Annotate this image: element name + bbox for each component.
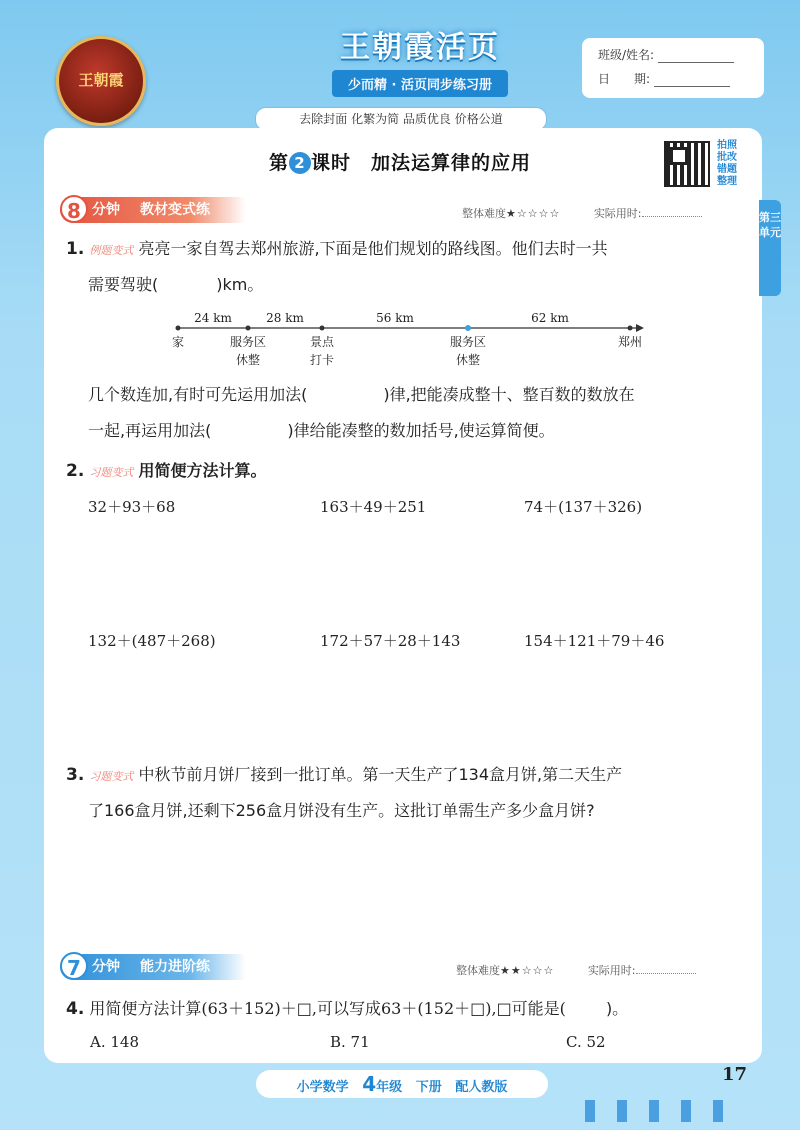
route-distance: 24 km <box>194 311 232 325</box>
time-label: 实际用时: <box>587 964 636 977</box>
expression-item: 154＋121＋79＋46 <box>524 632 665 650</box>
route-node <box>176 326 181 331</box>
question-3-line2: 了166盒月饼,还剩下256盒月饼没有生产。这批订单需生产多少盒月饼? <box>88 801 595 820</box>
tip-text: 几个数连加,有时可先运用加法( <box>88 385 308 404</box>
question-text: 亮亮一家自驾去郑州旅游,下面是他们规划的路线图。他们去时一共 <box>138 239 608 258</box>
question-text: )km。 <box>216 275 264 294</box>
route-diagram <box>170 308 650 378</box>
footer-edition: 配人教版 <box>455 1080 508 1095</box>
question-1-line2 <box>88 268 263 302</box>
qr-corner-icon <box>670 147 688 165</box>
stripe <box>649 1100 659 1122</box>
question-text: )。 <box>605 999 629 1018</box>
decorative-stripes <box>585 1100 745 1126</box>
expression-item: 132＋(487＋268) <box>88 632 216 650</box>
footer-volume: 下册 <box>415 1080 442 1095</box>
lesson-name: 课时 加法运算律的应用 <box>311 152 532 174</box>
date-field[interactable] <box>654 72 730 87</box>
qr-label: 拍照批改错题整理 <box>717 140 737 187</box>
tip-text: 一起,再运用加法( <box>88 421 212 440</box>
lesson-prefix: 第 <box>268 152 289 174</box>
brand-header <box>290 22 550 97</box>
question-number: 4. <box>66 999 85 1019</box>
route-stop-note: 打卡 <box>309 353 335 367</box>
class-name-field[interactable] <box>658 48 734 63</box>
route-stop: 服务区 <box>449 335 487 349</box>
time-label: 实际用时: <box>593 207 642 220</box>
difficulty-meta-1 <box>462 205 702 221</box>
qr-code-icon[interactable] <box>664 141 710 187</box>
date-label: 日 期: <box>598 72 651 86</box>
expression-item: 163＋49＋251 <box>320 498 427 516</box>
question-1-tip-line2 <box>88 414 555 448</box>
footer-grade-label: 年级 <box>376 1080 403 1095</box>
date-row <box>598 70 730 88</box>
route-stop: 郑州 <box>617 335 643 349</box>
unit-side-tab: 第三单元 <box>759 200 781 296</box>
question-number: 3. <box>66 765 85 785</box>
route-stop: 家 <box>171 335 185 349</box>
expression-item: 74＋(137＋326) <box>524 498 643 516</box>
question-tag: 习题变式 <box>89 770 134 783</box>
difficulty-label: 整体难度 <box>462 207 506 220</box>
expression-item: 32＋93＋68 <box>88 498 176 516</box>
route-node <box>246 326 251 331</box>
question-1-tip-line1 <box>88 378 635 412</box>
section-minutes-number: 8 <box>60 195 88 223</box>
slogan: 去除封面 化繁为简 品质优良 价格公道 <box>255 107 547 131</box>
stripe <box>681 1100 691 1122</box>
route-stop: 景点 <box>309 335 335 349</box>
stripe <box>585 1100 595 1122</box>
route-distance: 28 km <box>266 311 304 325</box>
student-info-box <box>582 38 764 98</box>
route-stop-note: 休整 <box>455 353 481 367</box>
option-b[interactable]: B. 71 <box>330 1033 370 1051</box>
question-3 <box>66 758 756 794</box>
section-minutes-label: 分钟 <box>92 959 120 975</box>
option-a[interactable]: A. 148 <box>90 1033 139 1051</box>
section-name: 能力进阶练 <box>140 959 210 975</box>
question-text: 用简便方法计算。 <box>138 461 267 480</box>
lesson-number-badge: 2 <box>289 152 311 174</box>
route-distance: 62 km <box>531 311 569 325</box>
difficulty-stars-icon: ★☆☆☆☆ <box>506 207 561 220</box>
route-distance: 56 km <box>376 311 414 325</box>
question-text: 中秋节前月饼厂接到一批订单。第一天生产了134盒月饼,第二天生产 <box>138 765 623 784</box>
question-1 <box>66 232 756 268</box>
tip-text: )律给能凑整的数加括号,使运算简便。 <box>287 421 555 440</box>
route-node <box>628 326 633 331</box>
section-badge-advanced <box>60 954 246 980</box>
brand-logo <box>56 36 146 126</box>
route-node <box>320 326 325 331</box>
brand-title: 王朝霞活页 <box>340 30 500 65</box>
footer-book-info <box>256 1070 548 1098</box>
option-c[interactable]: C. 52 <box>566 1033 606 1051</box>
section-name: 教材变式练 <box>140 202 210 218</box>
brand-subtitle: 少而精 · 活页同步练习册 <box>332 70 508 97</box>
question-text: 用简便方法计算(63＋152)＋□,可以写成63＋(152＋□),□可能是( <box>89 999 566 1018</box>
class-name-label: 班级/姓名: <box>598 48 655 62</box>
stripe <box>617 1100 627 1122</box>
section-minutes-label: 分钟 <box>92 202 120 218</box>
question-tag: 例题变式 <box>89 244 134 257</box>
page-number: 17 <box>722 1064 748 1085</box>
question-number: 1. <box>66 239 85 259</box>
difficulty-meta-2 <box>456 962 696 978</box>
footer-grade-number: 4 <box>362 1072 377 1096</box>
route-stop: 服务区 <box>229 335 267 349</box>
class-name-row <box>598 46 734 64</box>
question-text: 需要驾驶( <box>88 275 159 294</box>
question-4 <box>66 992 756 1026</box>
stripe <box>713 1100 723 1122</box>
expression-item: 172＋57＋28＋143 <box>320 632 461 650</box>
route-stop-note: 休整 <box>235 353 261 367</box>
difficulty-stars-icon: ★★☆☆☆ <box>500 964 555 977</box>
section-badge-basic <box>60 197 246 223</box>
difficulty-label: 整体难度 <box>456 964 500 977</box>
logo-text: 王朝霞 <box>78 71 124 89</box>
time-field[interactable] <box>636 963 696 974</box>
question-2 <box>66 454 267 490</box>
tip-text: )律,把能凑成整十、整百数的数放在 <box>383 385 635 404</box>
footer-subject: 小学数学 <box>296 1080 349 1095</box>
route-node <box>465 325 471 331</box>
question-number: 2. <box>66 461 85 481</box>
section-minutes-number: 7 <box>60 952 88 980</box>
question-tag: 习题变式 <box>89 466 134 479</box>
time-field[interactable] <box>642 206 702 217</box>
route-arrow-icon <box>636 324 644 332</box>
